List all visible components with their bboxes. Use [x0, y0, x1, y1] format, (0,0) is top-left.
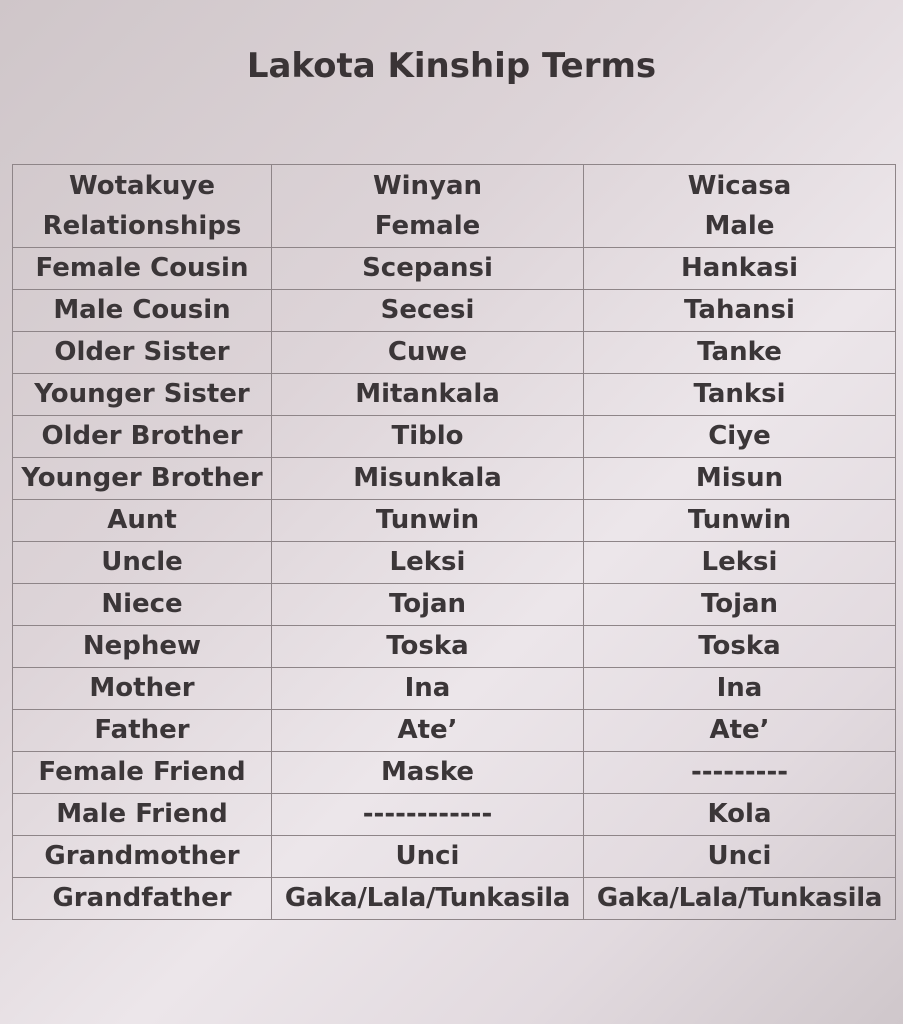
female-term-cell: Tunwin [272, 500, 584, 542]
male-term-cell: Tojan [584, 584, 896, 626]
table-header-row [13, 165, 896, 248]
relationship-cell: Uncle [13, 542, 272, 584]
relationship-cell: Female Friend [13, 752, 272, 794]
female-term-cell: Misunkala [272, 458, 584, 500]
table-row [13, 332, 896, 374]
male-term-cell: Ciye [584, 416, 896, 458]
male-term-cell: Tahansi [584, 290, 896, 332]
table-row [13, 710, 896, 752]
header-male [584, 165, 896, 248]
table-row [13, 458, 896, 500]
female-term-cell: Mitankala [272, 374, 584, 416]
relationship-cell: Younger Brother [13, 458, 272, 500]
table-row [13, 500, 896, 542]
table-row [13, 542, 896, 584]
female-term-cell: Toska [272, 626, 584, 668]
header-relationships-line1: Wotakuye [69, 171, 215, 201]
male-term-cell: Kola [584, 794, 896, 836]
table-row [13, 626, 896, 668]
male-term-cell: Ate’ [584, 710, 896, 752]
male-term-cell: Unci [584, 836, 896, 878]
table-row [13, 290, 896, 332]
female-term-cell: Unci [272, 836, 584, 878]
female-term-cell: Ina [272, 668, 584, 710]
male-term-cell: Misun [584, 458, 896, 500]
female-term-cell: Gaka/Lala/Tunkasila [272, 878, 584, 920]
relationship-cell: Male Friend [13, 794, 272, 836]
female-term-cell: Maske [272, 752, 584, 794]
table-row [13, 878, 896, 920]
table-row [13, 836, 896, 878]
header-male-line1: Wicasa [687, 171, 792, 201]
header-female [272, 165, 584, 248]
table-row [13, 752, 896, 794]
relationship-cell: Nephew [13, 626, 272, 668]
relationship-cell: Older Sister [13, 332, 272, 374]
female-term-cell: Tojan [272, 584, 584, 626]
female-term-cell: Ate’ [272, 710, 584, 752]
relationship-cell: Father [13, 710, 272, 752]
male-term-cell: Tunwin [584, 500, 896, 542]
female-term-cell: Secesi [272, 290, 584, 332]
header-relationships-line2: Relationships [42, 211, 242, 241]
male-term-cell: Toska [584, 626, 896, 668]
relationship-cell: Niece [13, 584, 272, 626]
header-female-line1: Winyan [372, 171, 483, 201]
table-row [13, 374, 896, 416]
female-term-cell: Scepansi [272, 248, 584, 290]
header-relationships [13, 165, 272, 248]
table-row [13, 668, 896, 710]
male-term-cell: Leksi [584, 542, 896, 584]
header-male-line2: Male [704, 211, 775, 241]
table-row [13, 416, 896, 458]
table-row [13, 584, 896, 626]
relationship-cell: Female Cousin [13, 248, 272, 290]
male-term-cell: Ina [584, 668, 896, 710]
header-female-line2: Female [374, 211, 481, 241]
male-term-cell: --------- [584, 752, 896, 794]
relationship-cell: Older Brother [13, 416, 272, 458]
relationship-cell: Grandmother [13, 836, 272, 878]
female-term-cell: Tiblo [272, 416, 584, 458]
male-term-cell: Gaka/Lala/Tunkasila [584, 878, 896, 920]
relationship-cell: Aunt [13, 500, 272, 542]
male-term-cell: Hankasi [584, 248, 896, 290]
table-row [13, 248, 896, 290]
table-row [13, 794, 896, 836]
female-term-cell: Cuwe [272, 332, 584, 374]
relationship-cell: Male Cousin [13, 290, 272, 332]
female-term-cell: ------------ [272, 794, 584, 836]
male-term-cell: Tanke [584, 332, 896, 374]
relationship-cell: Mother [13, 668, 272, 710]
male-term-cell: Tanksi [584, 374, 896, 416]
relationship-cell: Grandfather [13, 878, 272, 920]
female-term-cell: Leksi [272, 542, 584, 584]
relationship-cell: Younger Sister [13, 374, 272, 416]
kinship-table [12, 164, 896, 920]
page-title: Lakota Kinship Terms [246, 46, 657, 86]
